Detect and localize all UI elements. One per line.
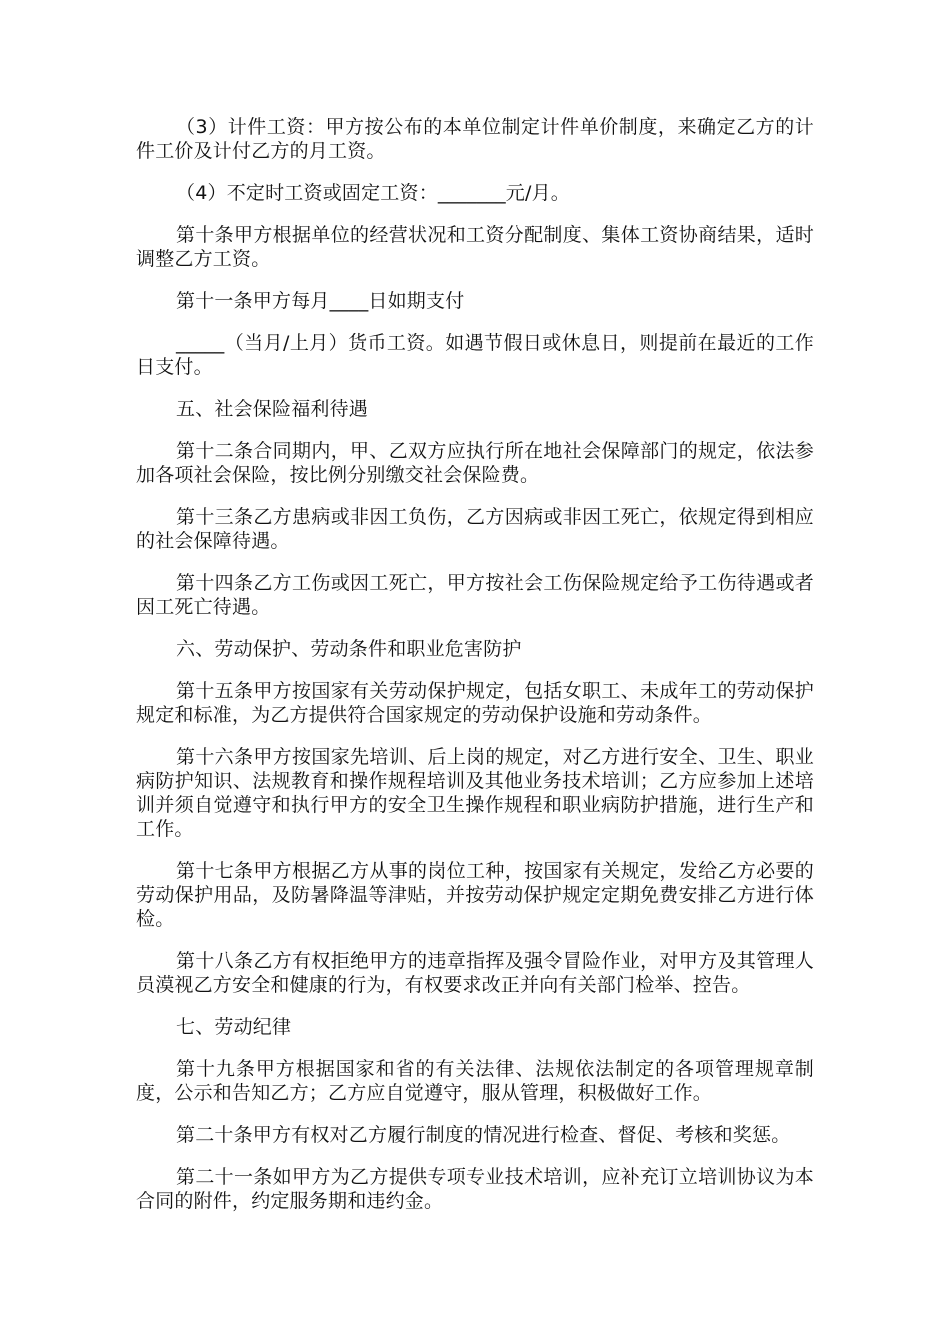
section-heading-labor-discipline: 七、劳动纪律 [176,1016,292,1038]
paragraph-article-21: 第二十一条如甲方为乙方提供专项专业技术培训，应补充订立培训协议为本合同的附件，约定服务期和违约金。 [136,1166,814,1212]
paragraph-article-20: 第二十条甲方有权对乙方履行制度的情况进行检查、督促、考核和奖惩。 [176,1124,791,1146]
paragraph-article-17: 第十七条甲方根据乙方从事的岗位工种，按国家有关规定，发给乙方必要的劳动保护用品，及防暑降温等津贴，并按劳动保护规定定期免费安排乙方进行体检。 [136,860,814,930]
section-heading-labor-protection: 六、劳动保护、劳动条件和职业危害防护 [176,638,522,660]
paragraph-article-18: 第十八条乙方有权拒绝甲方的违章指挥及强令冒险作业，对甲方及其管理人员漠视乙方安全和健康的行为，有权要求改正并向有关部门检举、控告。 [136,950,814,996]
paragraph-article-11: 第十一条甲方每月____日如期支付 [176,290,465,312]
paragraph-article-19: 第十九条甲方根据国家和省的有关法律、法规依法制定的各项管理规章制度，公示和告知乙方；乙方应自觉遵守，服从管理，积极做好工作。 [136,1058,814,1104]
paragraph-article-12: 第十二条合同期内，甲、乙双方应执行所在地社会保障部门的规定，依法参加各项社会保险，按比例分别缴交社会保险费。 [136,440,814,486]
paragraph-article-11-continued: _____（当月/上月）货币工资。如遇节假日或休息日，则提前在最近的工作日支付。 [136,332,814,378]
section-heading-social-insurance: 五、社会保险福利待遇 [176,398,369,420]
paragraph-piece-rate-wage: （3）计件工资：甲方按公布的本单位制定计件单价制度，来确定乙方的计件工价及计付乙方的月工资。 [136,116,814,162]
paragraph-article-13: 第十三条乙方患病或非因工负伤，乙方因病或非因工死亡，依规定得到相应的社会保障待遇。 [136,506,814,552]
paragraph-fixed-wage: （4）不定时工资或固定工资：_______元/月。 [176,182,570,204]
paragraph-article-15: 第十五条甲方按国家有关劳动保护规定，包括女职工、未成年工的劳动保护规定和标准，为乙方提供符合国家规定的劳动保护设施和劳动条件。 [136,680,814,726]
paragraph-article-16: 第十六条甲方按国家先培训、后上岗的规定，对乙方进行安全、卫生、职业病防护知识、法规教育和操作规程培训及其他业务技术培训；乙方应参加上述培训并须自觉遵守和执行甲方的安全卫生操作规程和职业病防护措施，进行生产和工作。 [136,746,814,840]
paragraph-article-14: 第十四条乙方工伤或因工死亡，甲方按社会工伤保险规定给予工伤待遇或者因工死亡待遇。 [136,572,814,618]
paragraph-article-10: 第十条甲方根据单位的经营状况和工资分配制度、集体工资协商结果，适时调整乙方工资。 [136,224,814,270]
